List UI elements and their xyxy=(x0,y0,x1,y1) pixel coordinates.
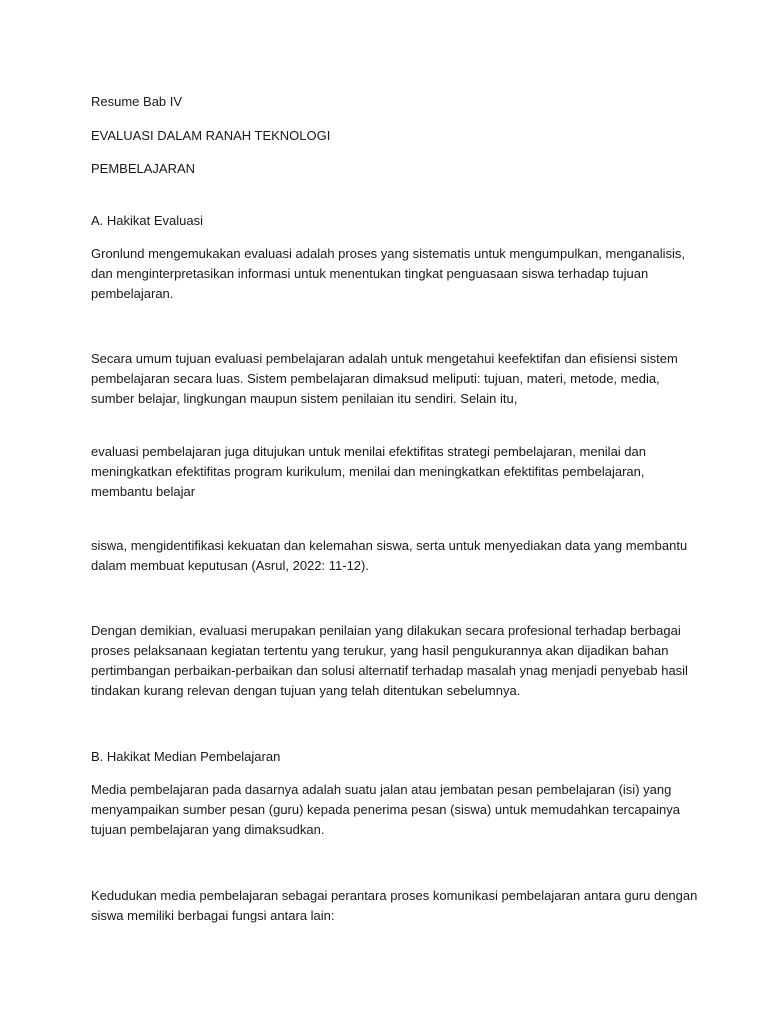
resume-title: Resume Bab IV xyxy=(91,94,183,109)
paragraph-line: Kedudukan media pembelajaran sebagai perantara proses komunikasi pembelajaran antara guru dengan xyxy=(91,888,698,903)
paragraph-line: tujuan pembelajaran yang dimaksudkan. xyxy=(91,822,325,837)
paragraph-line: Gronlund mengemukakan evaluasi adalah proses yang sistematis untuk mengumpulkan, menganalisis, xyxy=(91,246,686,261)
paragraph-5 xyxy=(91,621,688,701)
chapter-title-line-2: PEMBELAJARAN xyxy=(91,161,196,176)
paragraph-line: menyampaikan sumber pesan (guru) kepada penerima pesan (siswa) untuk memudahkan tercapainya xyxy=(91,802,680,817)
section-b-heading: B. Hakikat Median Pembelajaran xyxy=(91,749,281,764)
section-a-heading: A. Hakikat Evaluasi xyxy=(91,213,203,228)
paragraph-2 xyxy=(91,349,678,409)
paragraph-line: sumber belajar, lingkungan maupun sistem penilaian itu sendiri. Selain itu, xyxy=(91,391,518,406)
paragraph-7 xyxy=(91,886,697,926)
paragraph-line: meningkatkan efektifitas program kurikulum, menilai dan meningkatkan efektifitas pembelajaran, xyxy=(91,464,645,479)
paragraph-line: dan menginterpretasikan informasi untuk menentukan tingkat penguasaan siswa terhadap tujuan xyxy=(91,266,649,281)
paragraph-line: proses pelaksanaan kegiatan tertentu yang terukur, yang hasil pengukurannya akan dijadikan bahan xyxy=(91,643,669,658)
paragraph-line: pembelajaran secara luas. Sistem pembelajaran dimaksud meliputi: tujuan, materi, metode, media, xyxy=(91,371,660,386)
paragraph-4 xyxy=(91,536,687,576)
chapter-title-line-1: EVALUASI DALAM RANAH TEKNOLOGI xyxy=(91,128,331,143)
paragraph-line: membantu belajar xyxy=(91,484,196,499)
paragraph-1 xyxy=(91,244,685,304)
paragraph-line: dalam membuat keputusan (Asrul, 2022: 11-12). xyxy=(91,558,369,573)
paragraph-line: pembelajaran. xyxy=(91,286,174,301)
paragraph-line: siswa, mengidentifikasi kekuatan dan kelemahan siswa, serta untuk menyediakan data yang membantu xyxy=(91,538,688,553)
paragraph-line: siswa memiliki berbagai fungsi antara lain: xyxy=(91,908,335,923)
paragraph-line: tindakan kurang relevan dengan tujuan yang telah ditentukan sebelumnya. xyxy=(91,683,521,698)
paragraph-line: evaluasi pembelajaran juga ditujukan untuk menilai efektifitas strategi pembelajaran, menilai dan xyxy=(91,444,646,459)
paragraph-6 xyxy=(91,780,680,840)
paragraph-line: Secara umum tujuan evaluasi pembelajaran adalah untuk mengetahui keefektifan dan efisiensi sistem xyxy=(91,351,678,366)
paragraph-3 xyxy=(91,442,646,502)
paragraph-line: Media pembelajaran pada dasarnya adalah suatu jalan atau jembatan pesan pembelajaran (isi) yang xyxy=(91,782,672,797)
paragraph-line: Dengan demikian, evaluasi merupakan penilaian yang dilakukan secara profesional terhadap berbagai xyxy=(91,623,681,638)
paragraph-line: pertimbangan perbaikan-perbaikan dan solusi alternatif terhadap masalah ynag menjadi penyebab hasil xyxy=(91,663,688,678)
